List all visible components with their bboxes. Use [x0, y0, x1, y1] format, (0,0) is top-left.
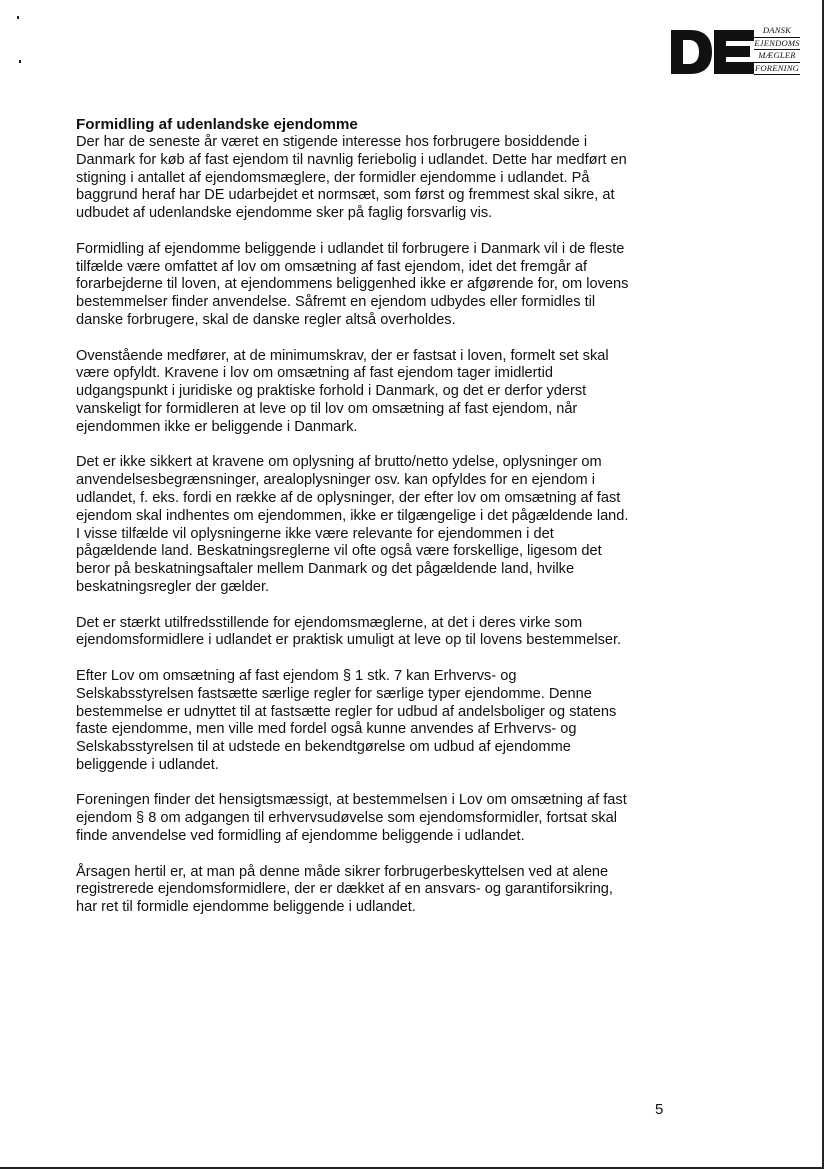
paragraph-line: beliggende i udlandet.	[76, 756, 219, 773]
paragraph-line: I visse tilfælde vil oplysningerne ikke være relevante for ejendommen i det	[76, 525, 554, 542]
body-paragraph	[76, 348, 676, 437]
paragraph-line: udlandet, f. eks. fordi en række af de oplysninger, der efter lov om omsætning af fast	[76, 489, 621, 506]
paragraph-line: Formidling af ejendomme beliggende i udlandet til forbrugere i Danmark vil i de fleste	[76, 240, 625, 257]
paragraph-line: bestemmelser finder anvendelse. Såfremt en ejendom udbydes eller formidles til	[76, 294, 596, 311]
paragraph-line: ejendom § 8 om adgangen til erhvervsudøvelse som ejendomsformidler, fortsat skal	[76, 810, 618, 827]
paragraph-list	[76, 134, 676, 917]
paragraph-line: beror på beskatningsaftaler mellem Danmark og det pågældende land, hvilke	[76, 561, 575, 578]
body-paragraph	[76, 615, 676, 651]
paragraph-line: finde anvendelse ved formidling af ejendomme beliggende i udlandet.	[76, 828, 525, 845]
paragraph-line: Ovenstående medfører, at de minimumskrav, der er fastsat i loven, formelt set skal	[76, 347, 609, 364]
paragraph-line: registrerede ejendomsformidlere, der er dækket af en ansvars- og garantiforsikring,	[76, 881, 613, 898]
paragraph-line: har ret til formidle ejendomme beliggende i udlandet.	[76, 899, 416, 916]
page-number: 5	[655, 1101, 664, 1118]
paragraph-line: pågældende land. Beskatningsreglerne vil ofte også være forskellige, ligesom det	[76, 543, 602, 560]
paragraph-line: Selskabsstyrelsen til at udstede en bekendtgørelse om udbud af ejendomme	[76, 739, 571, 756]
paragraph-line: beskatningsregler der gælder.	[76, 578, 270, 595]
body-paragraph	[76, 241, 676, 330]
body-paragraph	[76, 454, 676, 596]
paragraph-line: ejendom skal indhentes om ejendommen, ikke er tilgængelige i det pågældende land.	[76, 507, 629, 524]
paragraph-line: faste ejendomme, men ville med fordel også kunne anvendes af Erhvervs- og	[76, 721, 577, 738]
paragraph-line: vanskeligt for formidleren at leve op til lov om omsætning af fast ejendom, når	[76, 400, 578, 417]
paragraph-line: forarbejderne til loven, at ejendommens beliggenhed ikke er afgørende for, om lovens	[76, 276, 629, 293]
paragraph-line: ejendommen ikke er beliggende i Danmark.	[76, 418, 358, 435]
document-body	[76, 116, 676, 935]
document-heading: Formidling af udenlandske ejendomme	[76, 116, 358, 133]
logo-line-3: MÆGLER	[754, 50, 800, 63]
paragraph-line: ejendomsformidlere i udlandet er praktisk umuligt at leve op til lovens bestemmelser.	[76, 632, 622, 649]
logo-line-1: DANSK	[754, 25, 800, 38]
paragraph-line: tilfælde være omfattet af lov om omsætning af fast ejendom, idet det fremgår af	[76, 258, 588, 275]
paragraph-line: Selskabsstyrelsen fastsætte særlige regler for særlige typer ejendomme. Denne	[76, 685, 592, 702]
paragraph-line: Det er ikke sikkert at kravene om oplysning af brutto/netto ydelse, oplysninger om	[76, 454, 602, 471]
paragraph-line: baggrund heraf har DE udarbejdet et normsæt, som først og fremmest skal sikre, at	[76, 187, 615, 204]
body-paragraph	[76, 864, 676, 917]
body-paragraph	[76, 792, 676, 845]
paragraph-line: udbudet af udenlandske ejendomme sker på faglig forsvarlig vis.	[76, 205, 493, 222]
paragraph-line: Det er stærkt utilfredsstillende for ejendomsmæglerne, at det i deres virke som	[76, 614, 583, 631]
logo-line-4: FORENING	[754, 63, 800, 76]
paragraph-line: Danmark for køb af fast ejendom til navnlig feriebolig i udlandet. Dette har medført en	[76, 151, 627, 168]
scan-speck	[19, 60, 21, 63]
logo-wordmark	[754, 25, 800, 75]
de-logo	[668, 24, 800, 80]
paragraph-line: Der har de seneste år været en stigende interesse hos forbrugere bosiddende i	[76, 134, 588, 150]
paragraph-line: bestemmelse er udnyttet til at fastsætte regler for udbud af andelsboliger og statens	[76, 703, 617, 720]
scan-speck	[17, 16, 19, 19]
paragraph-line: stigning i antallet af ejendomsmæglere, der formidler ejendomme i udlandet. På	[76, 169, 590, 186]
logo-line-2: EJENDOMS	[754, 38, 800, 51]
body-paragraph	[76, 134, 676, 223]
paragraph-line: være opfyldt. Kravene i lov om omsætning af fast ejendom tager imidlertid	[76, 365, 553, 382]
paragraph-line: Foreningen finder det hensigtsmæssigt, at bestemmelsen i Lov om omsætning af fast	[76, 792, 627, 809]
paragraph-line: Årsagen hertil er, at man på denne måde sikrer forbrugerbeskyttelsen ved at alene	[76, 863, 609, 880]
body-paragraph	[76, 668, 676, 775]
de-logo-mark-icon	[668, 24, 754, 78]
paragraph-line: danske forbrugere, skal de danske regler altså overholdes.	[76, 311, 456, 328]
paragraph-line: anvendelsesbegrænsninger, arealoplysninger osv. kan opfyldes for en ejendom i	[76, 472, 595, 489]
paragraph-line: Efter Lov om omsætning af fast ejendom § 1 stk. 7 kan Erhvervs- og	[76, 667, 517, 684]
paragraph-line: udgangspunkt i juridiske og praktiske forhold i Danmark, og det er derfor yderst	[76, 383, 587, 400]
